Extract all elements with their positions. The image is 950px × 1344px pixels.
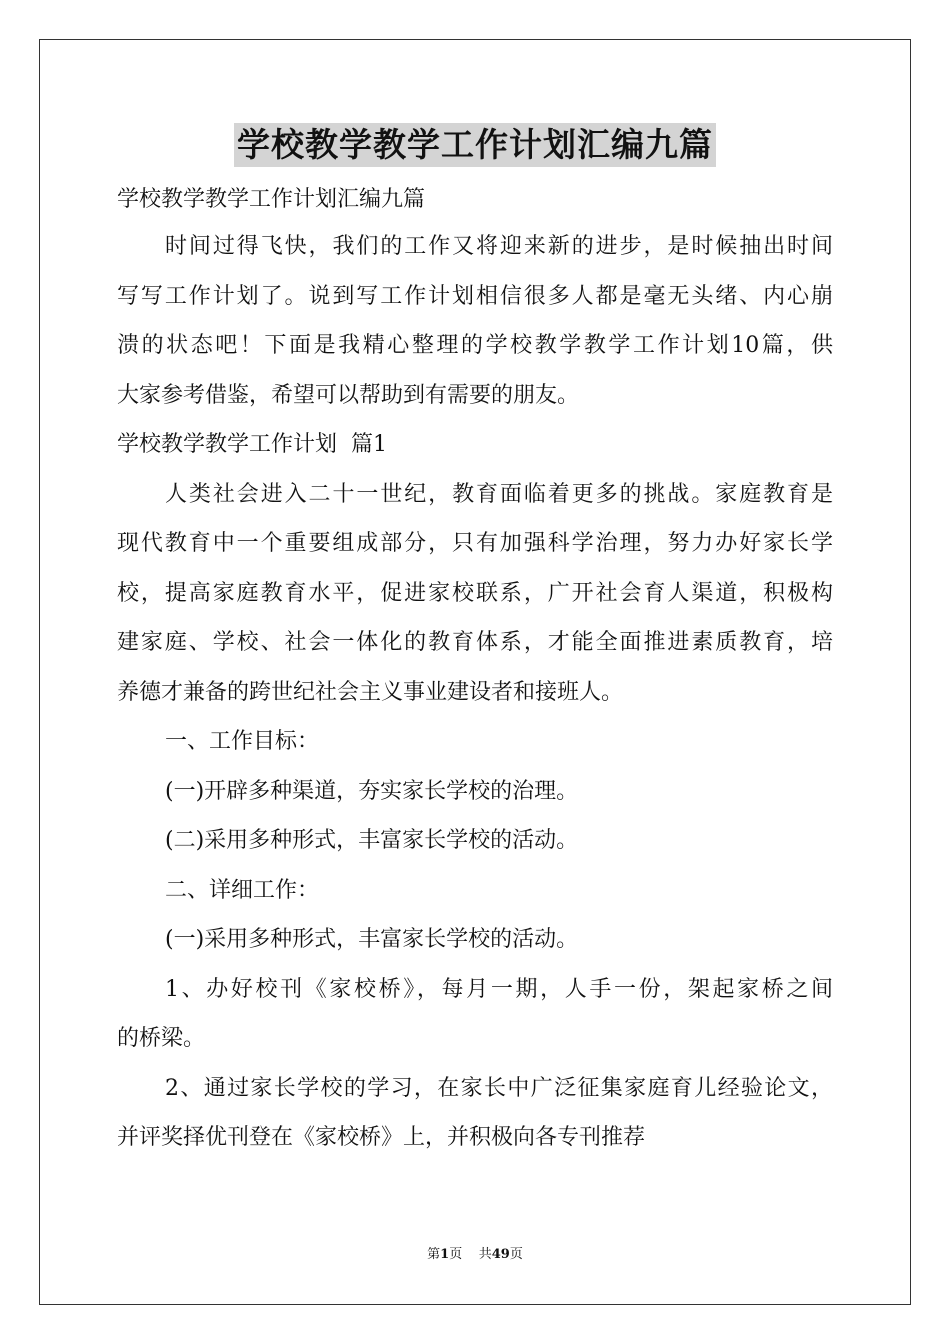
document-body [117,178,833,1163]
text-line: 人类社会进入二十一世纪，教育面临着更多的挑战。家庭教育是 [165,481,833,507]
text-line: (二)采用多种形式，丰富家长学校的活动。 [165,828,579,853]
footer-total-pages: 49 [491,1247,510,1262]
text-line: 建家庭、学校、社会一体化的教育体系，才能全面推进素质教育，培 [117,630,833,655]
footer-suffix: 页 [509,1247,523,1262]
footer-middle: 页 共 [449,1247,492,1262]
page-footer [0,1246,950,1264]
text-line: 大家参考借鉴，希望可以帮助到有需要的朋友。 [117,382,580,408]
text-line: 1、办好校刊《家校桥》，每月一期，人手一份，架起家桥之间 [165,976,833,1002]
text-line: 时间过得飞快，我们的工作又将迎来新的进步，是时候抽出时间 [165,234,833,259]
footer-page-number: 1 [440,1247,450,1262]
text-line: 一、工作目标： [165,729,320,754]
text-line: 现代教育中一个重要组成部分，只有加强科学治理，努力办好家长学 [117,531,833,556]
text-line: 并评奖择优刊登在《家校桥》上，并积极向各专刊推荐 [117,1125,646,1150]
text-line: 养德才兼备的跨世纪社会主义事业建设者和接班人。 [117,679,624,705]
text-line: 写写工作计划了。说到写工作计划相信很多人都是毫无头绪、内心崩 [117,283,833,309]
document-title [0,123,950,167]
text-line: (一)采用多种形式，丰富家长学校的活动。 [165,927,579,952]
text-line: 学校教学教学工作计划汇编九篇 [117,187,426,212]
text-line: 校，提高家庭教育水平，促进家校联系，广开社会育人渠道，积极构 [117,580,833,606]
text-line: 的桥梁。 [117,1026,206,1051]
footer-prefix: 第 [427,1247,441,1262]
text-line: 溃的状态吧！下面是我精心整理的学校教学教学工作计划10篇，供 [117,333,833,358]
text-line: (一)开辟多种渠道，夯实家长学校的治理。 [165,778,579,804]
text-line: 二、详细工作： [165,877,320,903]
section-heading: 学校教学教学工作计划 篇1 [117,432,387,457]
document-title-text: 学校教学教学工作计划汇编九篇 [234,123,716,167]
text-line: 2、通过家长学校的学习，在家长中广泛征集家庭育儿经验论文， [165,1075,833,1101]
